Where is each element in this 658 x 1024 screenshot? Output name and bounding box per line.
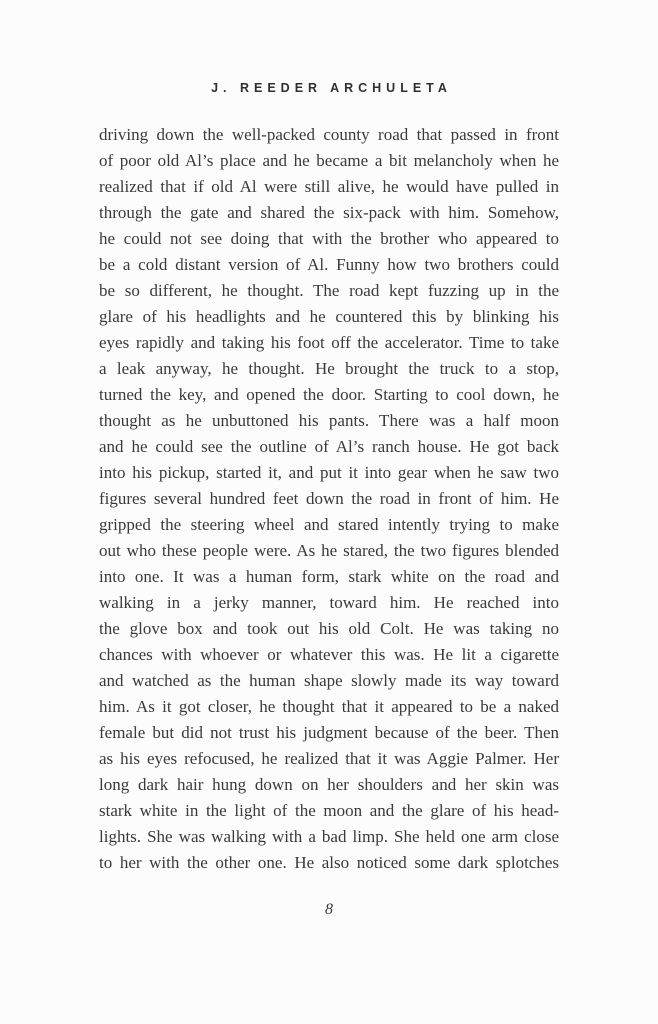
body-line: figures several hundred feet down the road in front of him. He <box>99 489 559 508</box>
body-line: of poor old Al’s place and he became a bit melancholy when he <box>99 151 559 170</box>
body-line: a leak anyway, he thought. He brought the truck to a stop, <box>99 359 559 378</box>
body-line: realized that if old Al were still alive, he would have pulled in <box>99 177 559 196</box>
body-line: be a cold distant version of Al. Funny how two brothers could <box>99 255 559 274</box>
body-line: him. As it got closer, he thought that it appeared to be a naked <box>99 697 559 716</box>
body-line: be so different, he thought. The road kept fuzzing up in the <box>99 281 559 300</box>
body-line: into his pickup, started it, and put it into gear when he saw two <box>99 463 559 482</box>
body-line: gripped the steering wheel and stared intently trying to make <box>99 515 559 534</box>
body-line: stark white in the light of the moon and the glare of his head- <box>99 801 559 820</box>
body-line: and he could see the outline of Al’s ranch house. He got back <box>99 437 559 456</box>
body-line: long dark hair hung down on her shoulders and her skin was <box>99 775 559 794</box>
body-line: driving down the well-packed county road that passed in front <box>99 125 559 144</box>
running-head: J. REEDER ARCHULETA <box>211 81 452 95</box>
body-line: through the gate and shared the six-pack with him. Somehow, <box>99 203 559 222</box>
body-line: turned the key, and opened the door. Starting to cool down, he <box>99 385 559 404</box>
body-line: glare of his headlights and he countered this by blinking his <box>99 307 559 326</box>
body-line: into one. It was a human form, stark white on the road and <box>99 567 559 586</box>
page-number: 8 <box>325 901 333 918</box>
body-line: to her with the other one. He also noticed some dark splotches <box>99 853 559 872</box>
body-line: out who these people were. As he stared, the two figures blended <box>99 541 559 560</box>
body-line: eyes rapidly and taking his foot off the accelerator. Time to take <box>99 333 559 352</box>
body-line: walking in a jerky manner, toward him. He reached into <box>99 593 559 612</box>
body-line: the glove box and took out his old Colt. He was taking no <box>99 619 559 638</box>
body-line: as his eyes refocused, he realized that it was Aggie Palmer. Her <box>99 749 559 768</box>
body-text <box>99 122 559 876</box>
body-line: he could not see doing that with the brother who appeared to <box>99 229 559 248</box>
body-line: chances with whoever or whatever this was. He lit a cigarette <box>99 645 559 664</box>
body-line: and watched as the human shape slowly made its way toward <box>99 671 559 690</box>
body-line: thought as he unbuttoned his pants. There was a half moon <box>99 411 559 430</box>
body-line: lights. She was walking with a bad limp. She held one arm close <box>99 827 559 846</box>
body-line: female but did not trust his judgment because of the beer. Then <box>99 723 559 742</box>
